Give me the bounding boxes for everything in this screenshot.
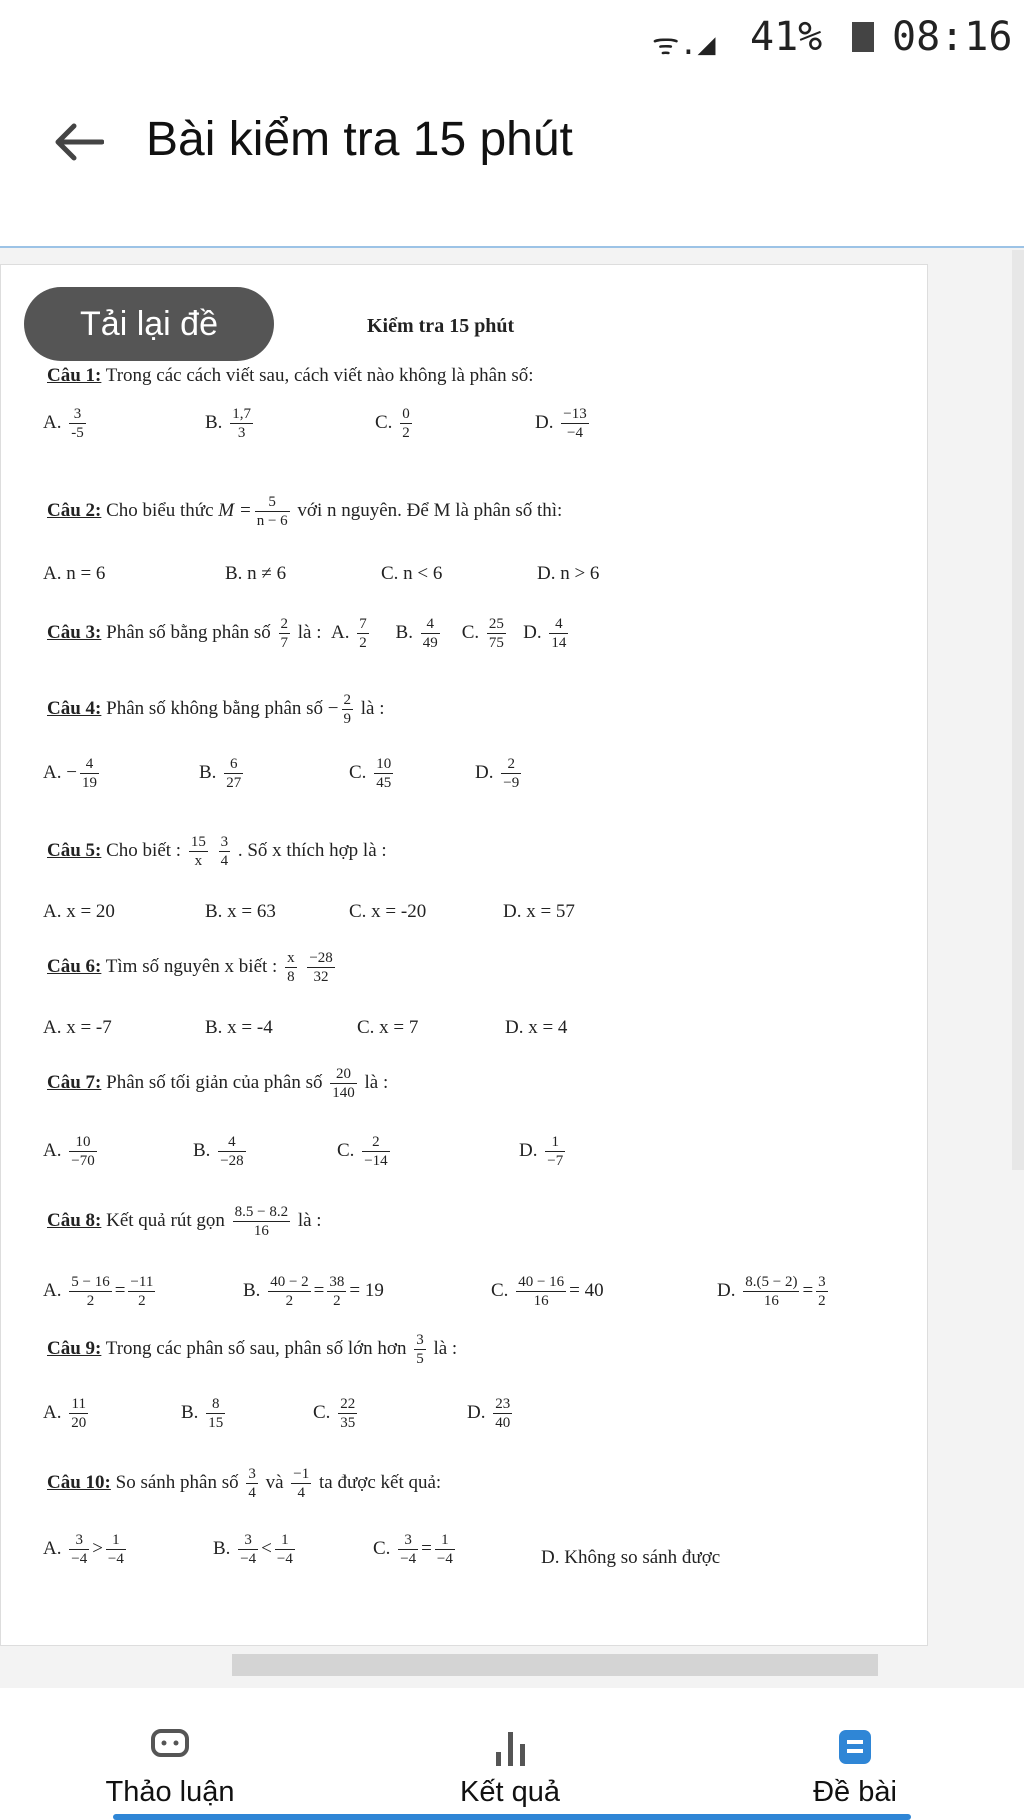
q10-option-a: A. $\frac{3}{-4}$ > $\frac{1}{-4}$ <box>43 1532 124 1567</box>
q2-option-a: A. n = 6 <box>43 563 106 584</box>
vertical-scrollbar[interactable] <box>1012 250 1024 1170</box>
tab-results[interactable]: Kết quả <box>420 1688 600 1820</box>
horizontal-scrollbar[interactable] <box>232 1654 878 1676</box>
question-text: Trong các cách viết sau, cách viết nào không là phân số: <box>105 365 534 386</box>
q2-option-c: C. n < 6 <box>381 563 443 584</box>
question-9: Câu 9: Trong các phân số sau, phân số lớn hơn $\frac{3}{5}$ là : <box>47 1332 458 1367</box>
q6-option-c: C. x = 7 <box>357 1017 419 1038</box>
q1-option-a: A. $\frac{3}{-5}$ <box>43 406 84 441</box>
nav-indicator <box>113 1814 911 1820</box>
tab-questions[interactable]: Đề bài <box>770 1688 940 1820</box>
q4-option-b: B. $\frac{6}{27}$ <box>199 756 242 791</box>
q9-option-a: A. $\frac{11}{20}$ <box>43 1396 87 1431</box>
battery-icon <box>852 22 874 52</box>
app-bar <box>0 72 1024 248</box>
q10-option-c: C. $\frac{3}{-4}$ = $\frac{1}{-4}$ <box>373 1532 453 1567</box>
reload-button[interactable]: Tải lại đề <box>24 287 274 361</box>
q5-option-d: D. x = 57 <box>503 901 575 922</box>
question-4: Câu 4: Phân số không bằng phân số − $\frac{2}{9}$ là : <box>47 692 385 727</box>
question-label: Câu 1: <box>47 365 102 386</box>
clock: 08:16 <box>892 14 1013 60</box>
q1-option-d: D. $\frac{-13}{-4}$ <box>535 406 587 441</box>
q7-option-d: D. $\frac{1}{-7}$ <box>519 1134 564 1169</box>
q8-option-c: C. $\frac{40 - 16}{16}$ = 40 <box>491 1274 604 1309</box>
q10-option-d: D. Không so sánh được <box>541 1547 721 1568</box>
q2-option-d: D. n > 6 <box>537 563 600 584</box>
question-3: Câu 3: Phân số bằng phân số $\frac{2}{7}$ là : A. $\frac{7}{2}$ B. $\frac{4}{49}$ C. $\frac{25}{75}$ D. $\frac{4}{14}$ <box>47 616 567 651</box>
q10-option-b: B. $\frac{3}{-4}$ < $\frac{1}{-4}$ <box>213 1532 293 1567</box>
status-bar <box>0 0 1024 72</box>
question-8: Câu 8: Kết quả rút gọn $\frac{8.5 - 8.2}{16}$ là : <box>47 1204 322 1239</box>
q7-option-b: B. $\frac{4}{-28}$ <box>193 1134 244 1169</box>
q2-option-b: B. n ≠ 6 <box>225 563 287 584</box>
bottom-navigation <box>0 1688 1024 1820</box>
q9-option-c: C. $\frac{22}{35}$ <box>313 1396 356 1431</box>
q7-option-c: C. $\frac{2}{-14}$ <box>337 1134 388 1169</box>
q9-option-b: B. $\frac{8}{15}$ <box>181 1396 224 1431</box>
back-arrow-icon[interactable] <box>52 122 104 162</box>
q8-option-a: A. $\frac{5 - 16}{2}$ = $\frac{-11}{2}$ <box>43 1274 154 1309</box>
q7-option-a: A. $\frac{10}{-70}$ <box>43 1134 95 1169</box>
q8-option-d: D. $\frac{8.(5 - 2)}{16}$ = $\frac{3}{2}$ <box>717 1274 826 1309</box>
tab-discussion[interactable]: Thảo luận <box>80 1688 260 1820</box>
chat-icon <box>150 1728 190 1762</box>
document-icon <box>837 1728 873 1766</box>
q4-option-a: A. − $\frac{4}{19}$ <box>43 756 97 791</box>
question-1 <box>47 365 534 387</box>
q5-option-c: C. x = -20 <box>349 901 427 922</box>
bar-chart-icon <box>490 1728 530 1768</box>
question-10: Câu 10: So sánh phân số $\frac{3}{4}$ và $\frac{-1}{4}$ ta được kết quả: <box>47 1466 442 1501</box>
q4-option-c: C. $\frac{10}{45}$ <box>349 756 392 791</box>
q6-option-b: B. x = -4 <box>205 1017 273 1038</box>
q8-option-b: B. $\frac{40 - 2}{2}$ = $\frac{38}{2}$ = 19 <box>243 1274 384 1309</box>
question-6: Câu 6: Tìm số nguyên x biết : $\frac{x}{8}$ $\frac{-28}{32}$ <box>47 950 333 985</box>
battery-percent: 41% <box>750 14 823 60</box>
q5-option-a: A. x = 20 <box>43 901 115 922</box>
question-7: Câu 7: Phân số tối giản của phân số $\frac{20}{140}$ là : <box>47 1066 389 1101</box>
q6-option-a: A. x = -7 <box>43 1017 112 1038</box>
q4-option-d: D. $\frac{2}{-9}$ <box>475 756 520 791</box>
question-2: Câu 2: Cho biểu thức M = $\frac{5}{n - 6}$ với n nguyên. Để M là phân số thì: <box>47 494 563 529</box>
signal-icon: ᯤ.◢ <box>652 27 716 62</box>
document-viewer[interactable] <box>0 248 1024 1688</box>
question-5: Câu 5: Cho biết : $\frac{15}{x}$ $\frac{3}{4}$ . Số x thích hợp là : <box>47 834 387 869</box>
q1-option-b: B. $\frac{1,7}{3}$ <box>205 406 251 441</box>
q9-option-d: D. $\frac{23}{40}$ <box>467 1396 511 1431</box>
q6-option-d: D. x = 4 <box>505 1017 568 1038</box>
page-title: Bài kiểm tra 15 phút <box>146 113 573 166</box>
exam-paper <box>0 264 928 1646</box>
q5-option-b: B. x = 63 <box>205 901 276 922</box>
exam-title: Kiểm tra 15 phút <box>367 315 515 337</box>
q1-option-c: C. $\frac{0}{2}$ <box>375 406 410 441</box>
